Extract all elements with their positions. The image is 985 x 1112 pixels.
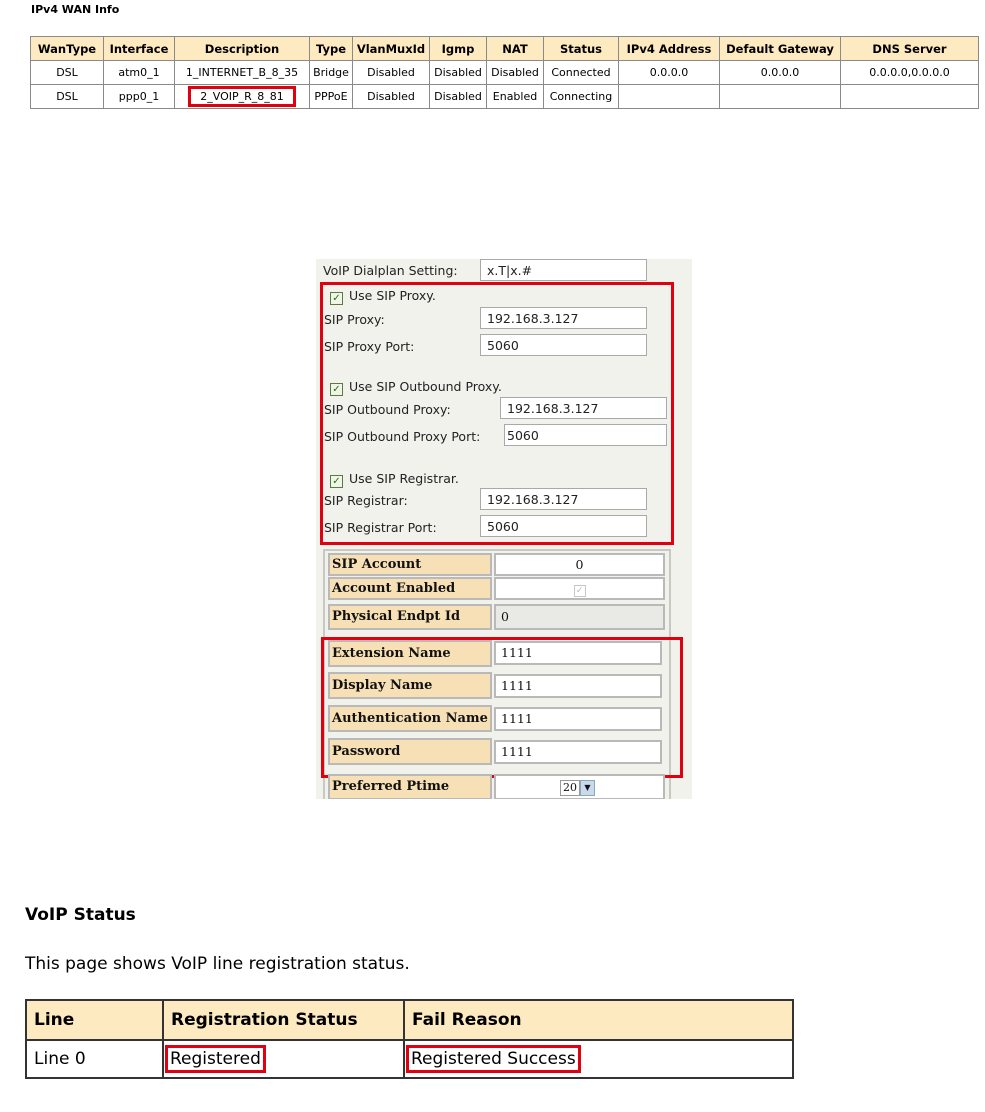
cell-wantype: DSL	[31, 61, 104, 85]
check-icon: ✓	[330, 292, 343, 305]
authentication-name-input[interactable]: 1111	[494, 707, 662, 731]
sip-registrar-input[interactable]: 192.168.3.127	[480, 488, 647, 510]
wan-info-title: IPv4 WAN Info	[31, 3, 120, 16]
display-name-label: Display Name	[328, 672, 492, 699]
check-icon: ✓	[330, 383, 343, 396]
cell-dns-server: 0.0.0.0,0.0.0.0	[841, 61, 979, 85]
physical-endpt-label: Physical Endpt Id	[328, 604, 492, 630]
sip-proxy-port-label: SIP Proxy Port:	[324, 339, 415, 354]
cell-vlanmuxid: Disabled	[353, 85, 430, 109]
sip-proxy-port-input[interactable]: 5060	[480, 334, 647, 356]
use-sip-outbound-checkbox[interactable]	[330, 379, 502, 396]
cell-default-gateway: 0.0.0.0	[720, 61, 841, 85]
password-input[interactable]: 1111	[494, 740, 662, 764]
col-header-fail-reason: Fail Reason	[404, 1000, 793, 1040]
use-sip-registrar-label: Use SIP Registrar.	[349, 471, 459, 486]
col-header-status: Status	[544, 37, 619, 61]
sip-account-value: 0	[494, 553, 665, 576]
cell-wantype: DSL	[31, 85, 104, 109]
preferred-ptime-value: 20	[560, 780, 580, 796]
col-header-interface: Interface	[104, 37, 175, 61]
physical-endpt-value: 0	[494, 604, 665, 630]
col-header-type: Type	[310, 37, 353, 61]
col-header-default-gateway: Default Gateway	[720, 37, 841, 61]
sip-proxy-label: SIP Proxy:	[324, 312, 385, 327]
dialplan-label: VoIP Dialplan Setting:	[323, 263, 458, 278]
cell-igmp: Disabled	[430, 61, 487, 85]
cell-fail-reason	[404, 1040, 793, 1078]
use-sip-registrar-checkbox[interactable]	[330, 471, 459, 488]
sip-outbound-proxy-input[interactable]: 192.168.3.127	[500, 397, 667, 419]
sip-outbound-proxy-port-label: SIP Outbound Proxy Port:	[324, 429, 481, 444]
sip-account-label: SIP Account	[328, 553, 492, 576]
sip-registrar-label: SIP Registrar:	[324, 493, 408, 508]
sip-outbound-proxy-port-input[interactable]: 5060	[504, 424, 667, 446]
sip-outbound-proxy-label: SIP Outbound Proxy:	[324, 402, 451, 417]
col-header-vlanmuxid: VlanMuxId	[353, 37, 430, 61]
col-header-igmp: Igmp	[430, 37, 487, 61]
sip-registrar-port-label: SIP Registrar Port:	[324, 520, 437, 535]
highlighted-fail-reason: Registered Success	[406, 1045, 581, 1073]
authentication-name-label: Authentication Name	[328, 705, 492, 732]
use-sip-proxy-label: Use SIP Proxy.	[349, 288, 436, 303]
extension-name-input[interactable]: 1111	[494, 641, 662, 665]
table-header-row	[31, 37, 979, 61]
highlighted-registration-status: Registered	[165, 1045, 266, 1073]
cell-ipv4-address: 0.0.0.0	[619, 61, 720, 85]
cell-nat: Disabled	[487, 61, 544, 85]
password-label: Password	[328, 738, 492, 765]
highlighted-description: 2_VOIP_R_8_81	[188, 86, 296, 107]
cell-ipv4-address	[619, 85, 720, 109]
cell-registration-status	[163, 1040, 404, 1078]
cell-nat: Enabled	[487, 85, 544, 109]
account-enabled-label: Account Enabled	[328, 577, 492, 600]
cell-vlanmuxid: Disabled	[353, 61, 430, 85]
sip-registrar-port-input[interactable]: 5060	[480, 515, 647, 537]
cell-type: Bridge	[310, 61, 353, 85]
cell-description	[175, 85, 310, 109]
voip-status-table	[25, 999, 794, 1079]
cell-igmp: Disabled	[430, 85, 487, 109]
preferred-ptime-select[interactable]	[494, 774, 665, 799]
voip-status-title: VoIP Status	[25, 905, 136, 925]
col-header-wantype: WanType	[31, 37, 104, 61]
display-name-input[interactable]: 1111	[494, 674, 662, 698]
cell-interface: ppp0_1	[104, 85, 175, 109]
dialplan-input[interactable]: x.T|x.#	[480, 259, 647, 281]
cell-status: Connecting	[544, 85, 619, 109]
table-header-row	[26, 1000, 793, 1040]
preferred-ptime-label: Preferred Ptime	[328, 774, 492, 799]
col-header-description: Description	[175, 37, 310, 61]
cell-status: Connected	[544, 61, 619, 85]
account-enabled-checkbox[interactable]	[494, 577, 665, 600]
table-row	[31, 61, 979, 85]
sip-proxy-input[interactable]: 192.168.3.127	[480, 307, 647, 329]
col-header-ipv4-address: IPv4 Address	[619, 37, 720, 61]
col-header-line: Line	[26, 1000, 163, 1040]
voip-status-description: This page shows VoIP line registration status.	[25, 954, 410, 974]
col-header-nat: NAT	[487, 37, 544, 61]
cell-interface: atm0_1	[104, 61, 175, 85]
col-header-dns-server: DNS Server	[841, 37, 979, 61]
cell-line: Line 0	[26, 1040, 163, 1078]
wan-info-table	[30, 36, 979, 109]
cell-type: PPPoE	[310, 85, 353, 109]
extension-name-label: Extension Name	[328, 640, 492, 667]
cell-description: 1_INTERNET_B_8_35	[175, 61, 310, 85]
check-icon: ✓	[574, 585, 586, 597]
voip-settings-panel	[316, 259, 692, 799]
table-row	[31, 85, 979, 109]
cell-dns-server	[841, 85, 979, 109]
col-header-registration-status: Registration Status	[163, 1000, 404, 1040]
cell-default-gateway	[720, 85, 841, 109]
use-sip-proxy-checkbox[interactable]	[330, 288, 436, 305]
chevron-down-icon: ▼	[580, 780, 595, 796]
table-row	[26, 1040, 793, 1078]
use-sip-outbound-label: Use SIP Outbound Proxy.	[349, 379, 502, 394]
check-icon: ✓	[330, 475, 343, 488]
